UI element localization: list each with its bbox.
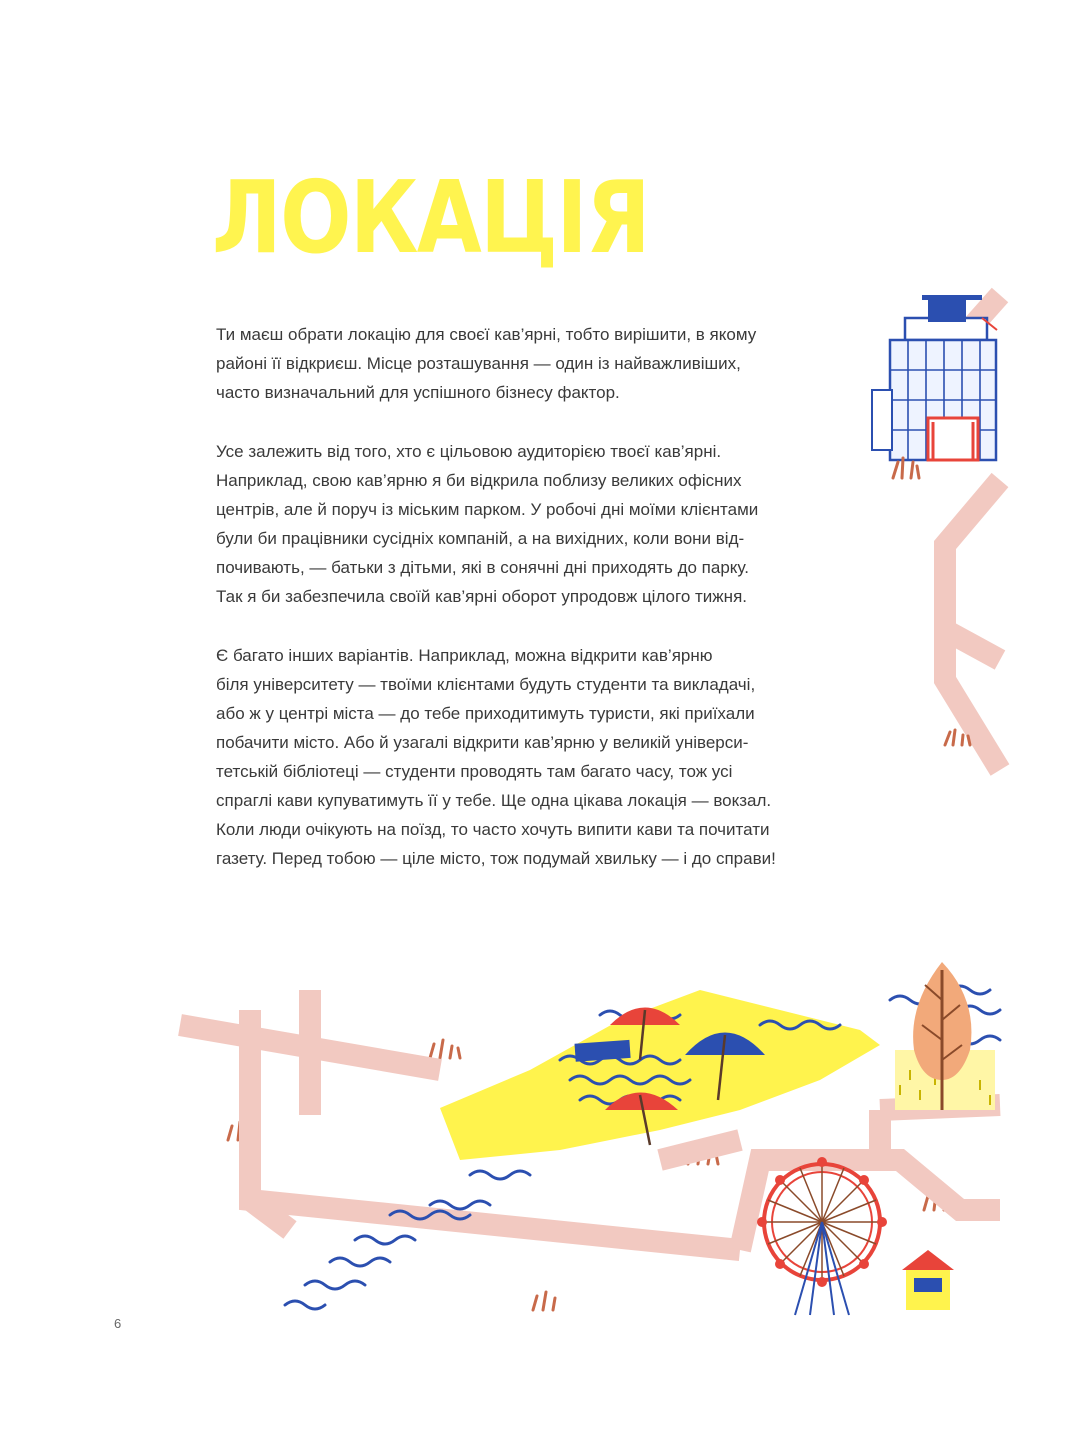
university-building-icon — [872, 295, 997, 460]
text-line: Так я би забезпечила своїй кав’ярні оборот упродовж цілого тижня. — [216, 587, 747, 606]
text-line: спраглі кави купуватимуть її у тебе. Ще одна цікава локація — вокзал. — [216, 791, 772, 810]
text-line: або ж у центрі міста — до тебе приходитимуть туристи, які приїхали — [216, 704, 755, 723]
text-line: часто визначальний для успішного бізнесу фактор. — [216, 383, 620, 402]
text-line: Є багато інших варіантів. Наприклад, можна відкрити кав’ярню — [216, 646, 713, 665]
text-line: були би працівники сусідніх компаній, а на вихідних, коли вони від- — [216, 529, 745, 548]
text-line: Коли люди очікують на поїзд, то часто хочуть випити кави та почитати — [216, 820, 770, 839]
grass-tuft-icon — [228, 458, 970, 1310]
kiosk-icon — [902, 1250, 954, 1310]
text-line: почивають, — батьки з дітьми, які в сонячні дні приходять до парку. — [216, 558, 749, 577]
page-title: ЛОКАЦІЯ — [212, 159, 649, 276]
text-line: побачити місто. Або й узагалі відкрити кав’ярню у великій універси- — [216, 733, 749, 752]
text-line: Усе залежить від того, хто є цільовою аудиторією твоєї кав’ярні. — [216, 442, 722, 461]
page-number: 6 — [114, 1316, 122, 1331]
text-line: тетській бібліотеці — студенти проводять там багато часу, тож усі — [216, 762, 733, 781]
text-line: Наприклад, свою кав’ярню я би відкрила поблизу великих офісних — [216, 471, 742, 490]
park-tree-icon — [895, 962, 995, 1110]
text-line: газету. Перед тобою — ціле місто, тож подумай хвильку — і до справи! — [216, 849, 776, 868]
text-line: районі її відкриєш. Місце розташування — один із найважливіших, — [216, 354, 741, 373]
beach-towel-icon — [575, 1040, 631, 1062]
text-line: центрів, але й поруч із міським парком. У робочі дні моїми клієнтами — [216, 500, 759, 519]
text-line: біля університету — твоїми клієнтами будуть студенти та викладачі, — [216, 675, 756, 694]
ferris-wheel-icon — [757, 1157, 887, 1315]
text-line: Ти маєш обрати локацію для своєї кав’ярні, тобто вирішити, в якому — [216, 325, 757, 344]
